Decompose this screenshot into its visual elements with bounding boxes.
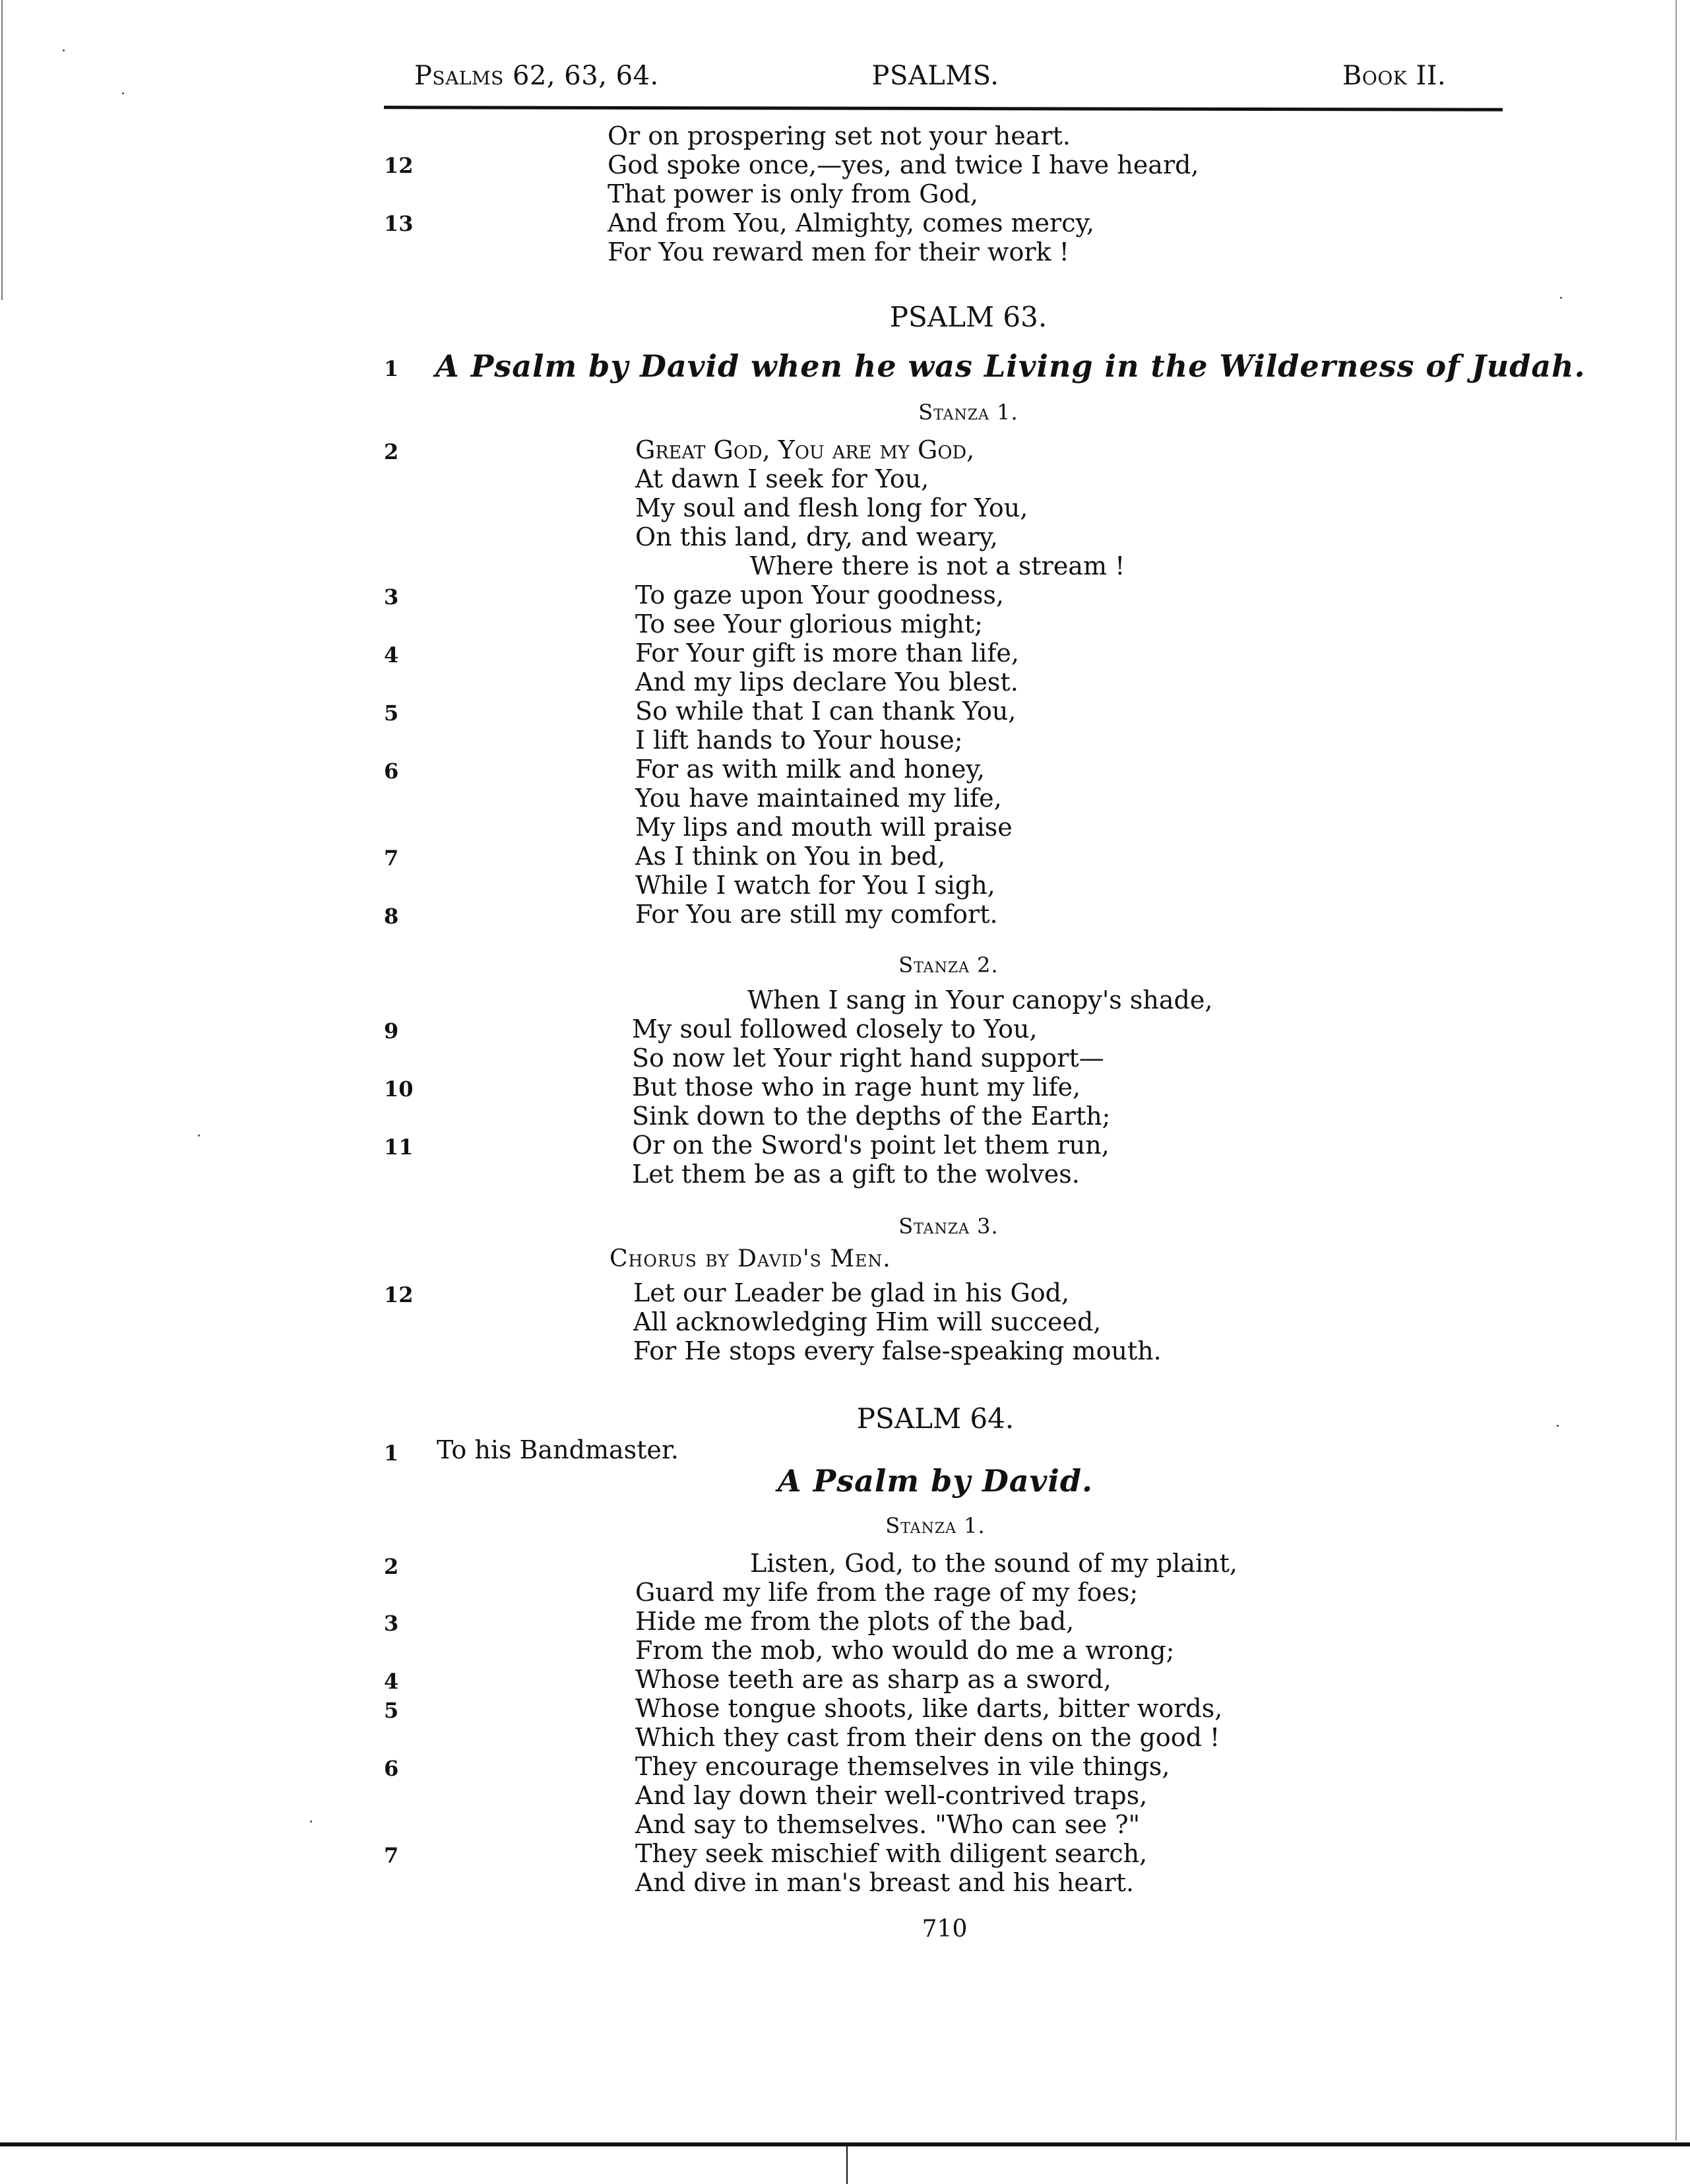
verse-line: They encourage themselves in vile things, bbox=[635, 1752, 1170, 1781]
verse-number: 12 bbox=[384, 153, 414, 178]
verse-line: Whose teeth are as sharp as a sword, bbox=[635, 1665, 1111, 1694]
psalm-title: PSALM 64. bbox=[856, 1402, 1015, 1435]
stanza-heading: Stanza 1. bbox=[885, 1513, 986, 1538]
verse-line: Hide me from the plots of the bad, bbox=[635, 1607, 1075, 1636]
scan-edge-left bbox=[1, 0, 3, 300]
header-rule bbox=[384, 106, 1503, 111]
psalm-superscription: A Psalm by David. bbox=[777, 1463, 1094, 1499]
verse-line: On this land, dry, and weary, bbox=[635, 522, 998, 551]
stanza-heading: Stanza 1. bbox=[918, 400, 1018, 425]
verse-line-indented: Where there is not a stream ! bbox=[750, 551, 1125, 580]
verse-number: 3 bbox=[384, 584, 399, 609]
verse-line: My soul and flesh long for You, bbox=[635, 493, 1028, 522]
running-header-center: PSALMS. bbox=[871, 61, 999, 91]
verse-line: For You reward men for their work ! bbox=[608, 237, 1069, 266]
verse-line: You have maintained my life, bbox=[635, 784, 1002, 813]
page-number: 710 bbox=[922, 1916, 968, 1943]
verse-line: And lay down their well-contrived traps, bbox=[635, 1781, 1148, 1810]
verse-number: 8 bbox=[384, 904, 399, 929]
verse-number: 7 bbox=[384, 1843, 399, 1868]
verse-line: My lips and mouth will praise bbox=[635, 813, 1013, 842]
verse-number: 5 bbox=[384, 701, 399, 726]
verse-number: 2 bbox=[384, 439, 399, 464]
scan-speck bbox=[63, 49, 65, 51]
psalm-superscription: A Psalm by David when he was Living in the Wilderness of Judah. bbox=[435, 348, 1586, 384]
verse-number: 4 bbox=[384, 642, 399, 668]
running-header-left: Psalms 62, 63, 64. bbox=[414, 61, 659, 91]
bottom-scan-divider bbox=[846, 2146, 848, 2184]
verse-line: Let them be as a gift to the wolves. bbox=[632, 1160, 1080, 1189]
stanza-heading: Stanza 3. bbox=[898, 1214, 999, 1239]
verse-number: 12 bbox=[384, 1282, 414, 1307]
psalm-dedication: To his Bandmaster. bbox=[437, 1435, 679, 1464]
verse-number: 13 bbox=[384, 211, 414, 236]
verse-line: Sink down to the depths of the Earth; bbox=[632, 1102, 1111, 1131]
running-header-right: Book II. bbox=[1342, 61, 1447, 91]
verse-number: 6 bbox=[384, 759, 399, 784]
verse-line: My soul followed closely to You, bbox=[632, 1014, 1038, 1044]
psalm-title: PSALM 63. bbox=[889, 301, 1048, 333]
verse-line: From the mob, who would do me a wrong; bbox=[635, 1636, 1175, 1665]
verse-line: While I watch for You I sigh, bbox=[635, 871, 995, 900]
verse-number: 11 bbox=[384, 1135, 414, 1160]
verse-line: All acknowledging Him will succeed, bbox=[633, 1307, 1102, 1336]
verse-line: Great God, You are my God, bbox=[635, 435, 975, 464]
verse-number: 1 bbox=[384, 1441, 399, 1466]
verse-line: For Your gift is more than life, bbox=[635, 639, 1019, 668]
verse-line: So now let Your right hand support— bbox=[632, 1044, 1104, 1073]
verse-line: For as with milk and honey, bbox=[635, 755, 985, 784]
stanza-heading: Stanza 2. bbox=[898, 952, 999, 978]
verse-line-indented: When I sang in Your canopy's shade, bbox=[747, 985, 1213, 1014]
verse-line: To gaze upon Your goodness, bbox=[635, 580, 1004, 609]
scan-speck bbox=[1560, 297, 1562, 299]
verse-line: Guard my life from the rage of my foes; bbox=[635, 1578, 1139, 1607]
verse-line: And from You, Almighty, comes mercy, bbox=[608, 208, 1094, 237]
verse-number: 10 bbox=[384, 1076, 414, 1102]
verse-number: 7 bbox=[384, 846, 399, 871]
verse-line: They seek mischief with diligent search, bbox=[635, 1839, 1148, 1868]
verse-line: To see Your glorious might; bbox=[635, 609, 983, 639]
verse-line: And my lips declare You blest. bbox=[635, 668, 1018, 697]
scan-speck bbox=[1557, 1425, 1559, 1427]
verse-number: 5 bbox=[384, 1698, 399, 1723]
verse-line: I lift hands to Your house; bbox=[635, 726, 963, 755]
verse-number: 1 bbox=[384, 356, 399, 381]
verse-line: That power is only from God, bbox=[608, 179, 978, 208]
verse-line: Let our Leader be glad in his God, bbox=[633, 1278, 1070, 1307]
verse-line: For You are still my comfort. bbox=[635, 900, 998, 929]
verse-line: Or on the Sword's point let them run, bbox=[632, 1131, 1110, 1160]
verse-line: Which they cast from their dens on the good ! bbox=[635, 1723, 1220, 1752]
bottom-scan-rule bbox=[0, 2142, 1690, 2146]
verse-number: 3 bbox=[384, 1611, 399, 1636]
verse-number: 9 bbox=[384, 1018, 399, 1044]
verse-line: As I think on You in bed, bbox=[635, 842, 946, 871]
verse-line: At dawn I seek for You, bbox=[635, 464, 929, 493]
scan-edge-right bbox=[1675, 0, 1677, 2140]
scan-speck bbox=[198, 1135, 200, 1137]
verse-line: And dive in man's breast and his heart. bbox=[635, 1868, 1135, 1897]
verse-line: But those who in rage hunt my life, bbox=[632, 1073, 1081, 1102]
chorus-heading: Chorus by David's Men. bbox=[610, 1245, 891, 1272]
verse-line: Or on prospering set not your heart. bbox=[608, 121, 1071, 150]
verse-number: 6 bbox=[384, 1756, 399, 1781]
verse-line: So while that I can thank You, bbox=[635, 697, 1017, 726]
scan-speck bbox=[122, 92, 124, 94]
verse-line: Whose tongue shoots, like darts, bitter words, bbox=[635, 1694, 1223, 1723]
scan-speck bbox=[310, 1821, 312, 1823]
verse-number: 2 bbox=[384, 1554, 399, 1579]
verse-line: For He stops every false-speaking mouth. bbox=[633, 1336, 1162, 1365]
verse-number: 4 bbox=[384, 1669, 399, 1694]
verse-line-indented: Listen, God, to the sound of my plaint, bbox=[750, 1549, 1237, 1578]
verse-line: And say to themselves. "Who can see ?" bbox=[635, 1810, 1141, 1839]
verse-line: God spoke once,—yes, and twice I have heard, bbox=[608, 150, 1199, 179]
